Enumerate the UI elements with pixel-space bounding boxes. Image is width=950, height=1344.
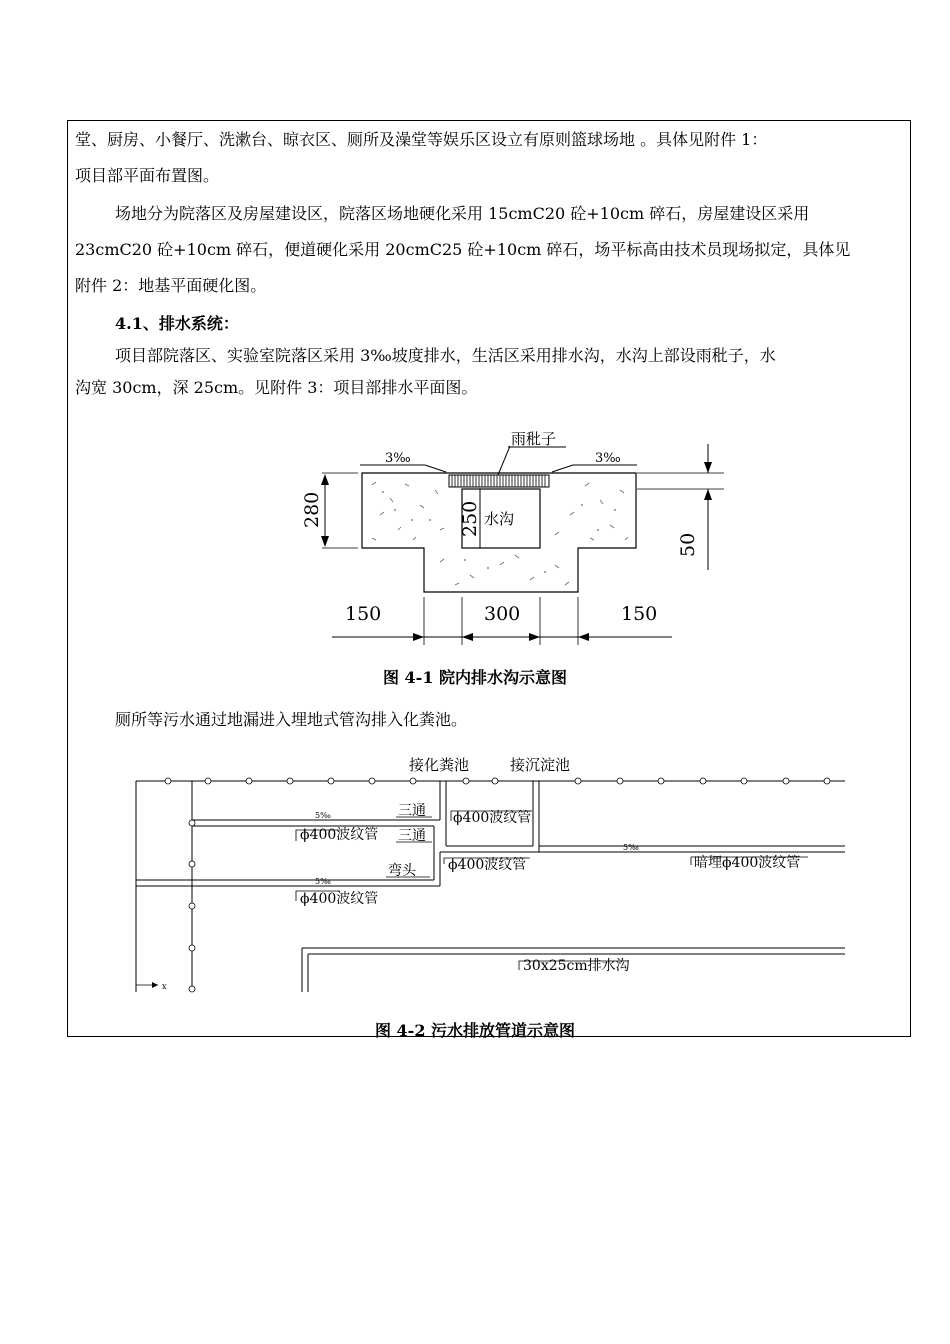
- drain-line-1: 项目部院落区、实验室院落区采用 3‰坡度排水，生活区采用排水沟，水沟上部设雨秕子，水: [115, 346, 776, 365]
- slope-1: 5‰: [315, 811, 331, 820]
- toilet-line: 厕所等污水通过地漏进入埋地式管沟排入化粪池。: [115, 710, 468, 729]
- axis-x-label: x: [162, 982, 167, 991]
- slope-2: 5‰: [315, 877, 331, 886]
- site-line-1: 场地分为院落区及房屋建设区，院落区场地硬化采用 15cmC20 砼+10cm 碎石，房屋建设区采用: [115, 204, 810, 223]
- dim-total-height: 280: [301, 491, 323, 528]
- label-ditch: 30x25cm排水沟: [523, 958, 630, 974]
- drain-line-2: 沟宽 30cm，深 25cm。见附件 3：项目部排水平面图。: [75, 378, 478, 397]
- site-line-2: 23cmC20 砼+10cm 碎石，便道硬化采用 20cmC25 砼+10cm 碎石，场平标高由技术员现场拟定，具体见: [75, 240, 851, 259]
- label-settle: 接沉淀池: [510, 756, 571, 774]
- slope-right-line: [552, 465, 573, 472]
- ditch-label: 水沟: [484, 510, 515, 528]
- label-tee-1: 三通: [398, 803, 426, 819]
- figure-2-caption: 图 4-2 污水排放管道示意图: [374, 1021, 576, 1040]
- site-line-3: 附件 2：地基平面硬化图。: [75, 276, 267, 295]
- label-pipe-2: ϕ400波纹管: [300, 891, 379, 907]
- slope-left-label: 3‰: [385, 451, 411, 466]
- slope-3: 5‰: [623, 843, 639, 852]
- grate-label: 雨秕子: [511, 430, 557, 448]
- label-pipe-1: ϕ400波纹管: [300, 827, 379, 843]
- slope-right-label: 3‰: [595, 451, 621, 466]
- label-buried: 暗埋ϕ400波纹管: [694, 855, 801, 871]
- intro-line-1: 堂、厨房、小餐厅、洗漱台、晾衣区、厕所及澡堂等娱乐区设立有原则篮球场地 。具体见附件 1：: [75, 130, 768, 149]
- grate-leader: [498, 446, 510, 475]
- label-elbow: 弯头: [388, 863, 416, 879]
- label-pipe-4: ϕ400波纹管: [453, 810, 532, 826]
- dim-right: 150: [621, 603, 658, 625]
- dim-left: 150: [345, 603, 382, 625]
- dim-ditch-depth: 250: [459, 500, 481, 537]
- label-tee-2: 三通: [398, 828, 426, 844]
- section-heading: 4.1、排水系统：: [115, 314, 239, 333]
- intro-line-2: 项目部平面布置图。: [75, 166, 220, 185]
- label-septic: 接化粪池: [409, 756, 470, 774]
- label-pipe-3: ϕ400波纹管: [448, 857, 527, 873]
- dim-width: 300: [484, 603, 521, 625]
- figure-1-caption: 图 4-1 院内排水沟示意图: [382, 668, 568, 687]
- dim-offset: 50: [677, 532, 699, 557]
